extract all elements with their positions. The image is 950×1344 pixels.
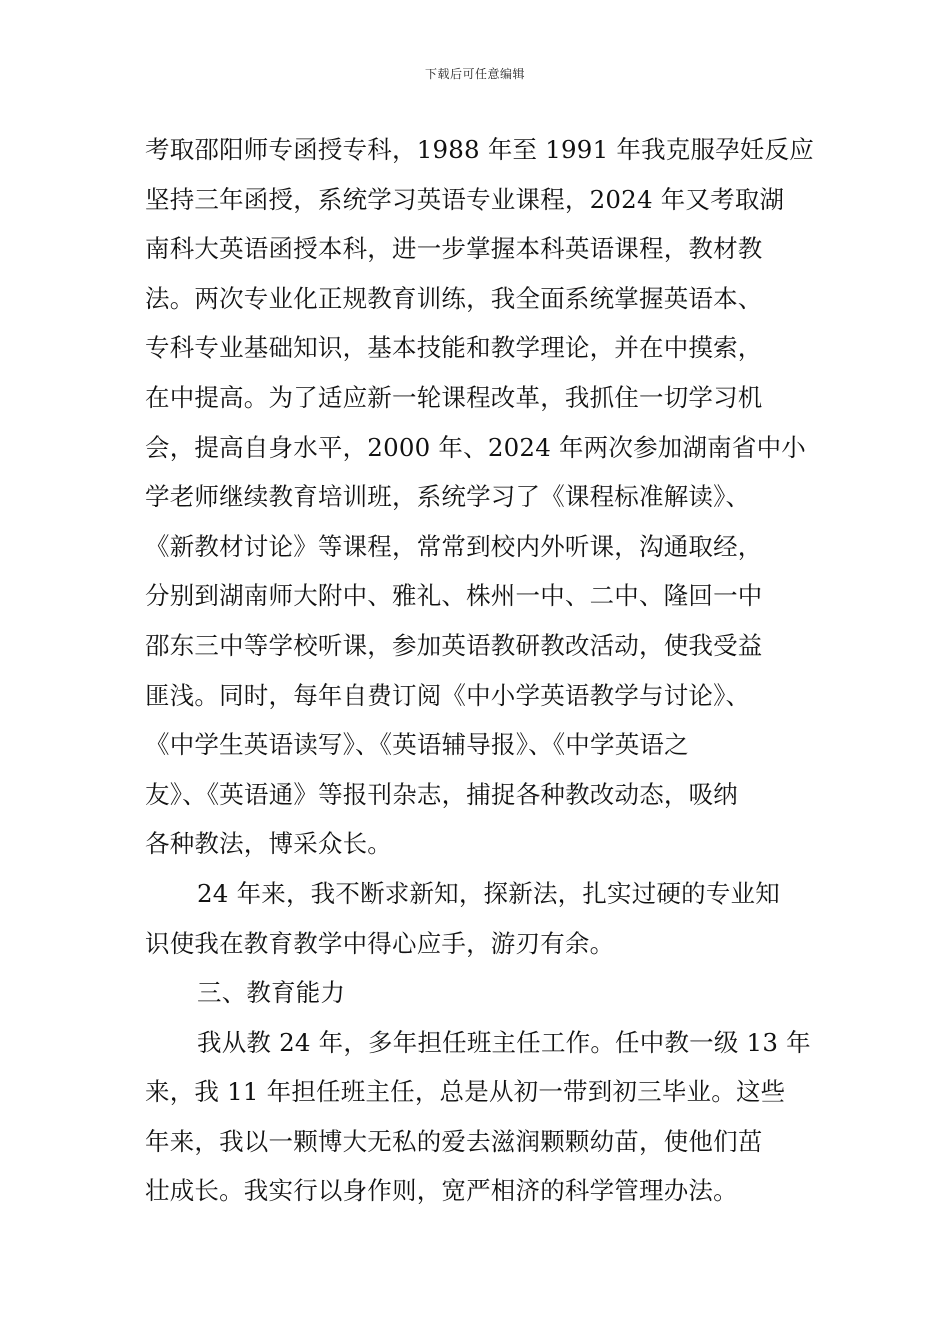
text-line: 南科大英语函授本科，进一步掌握本科英语课程，教材教: [145, 234, 763, 264]
text-line: 坚持三年函授，系统学习英语专业课程，2024 年又考取湖: [145, 184, 785, 214]
text-line: 壮成长。我实行以身作则，宽严相济的科学管理办法。: [145, 1176, 738, 1206]
text-line: 邵东三中等学校听课，参加英语教研教改活动，使我受益: [145, 630, 763, 660]
text-line: 各种教法，博采众长。: [145, 829, 392, 859]
text-line: 考取邵阳师专函授专科，1988 年至 1991 年我克服孕妊反应: [145, 135, 814, 164]
text-line: 匪浅。同时，每年自费订阅《中小学英语教学与讨论》、: [145, 680, 751, 710]
text-line: 来，我 11 年担任班主任，总是从初一带到初三毕业。这些: [145, 1077, 786, 1107]
text-line: 《中学生英语读写》、《英语辅导报》、《中学英语之: [145, 730, 689, 760]
text-line: 识使我在教育教学中得心应手，游刃有余。: [145, 928, 615, 958]
text-line: 学老师继续教育培训班，系统学习了《课程标准解读》、: [145, 482, 751, 512]
paragraph-first-line: 24 年来，我不断求新知，探新法，扎实过硬的专业知: [197, 878, 780, 908]
text-line: 专科专业基础知识，基本技能和教学理论，并在中摸索，: [145, 333, 763, 363]
text-line: 会，提高自身水平，2000 年、2024 年两次参加湖南省中小: [145, 432, 806, 462]
text-line: 友》、《英语通》等报刊杂志，捕捉各种教改动态，吸纳: [145, 779, 738, 809]
paragraph-first-line: 我从教 24 年，多年担任班主任工作。任中教一级 13 年: [197, 1027, 811, 1057]
text-line: 年来，我以一颗博大无私的爱去滋润颗颗幼苗，使他们茁: [145, 1126, 763, 1156]
page-header-note: 下载后可任意编辑: [424, 67, 525, 81]
text-line: 法。两次专业化正规教育训练，我全面系统掌握英语本、: [145, 283, 763, 313]
section-heading: 三、教育能力: [197, 978, 346, 1008]
text-line: 分别到湖南师大附中、雅礼、株州一中、二中、隆回一中: [145, 581, 763, 611]
document-body: [145, 125, 814, 1216]
text-line: 《新教材讨论》等课程，常常到校内外听课，沟通取经，: [145, 531, 763, 561]
text-line: 在中提高。为了适应新一轮课程改革，我抓住一切学习机: [145, 382, 763, 412]
